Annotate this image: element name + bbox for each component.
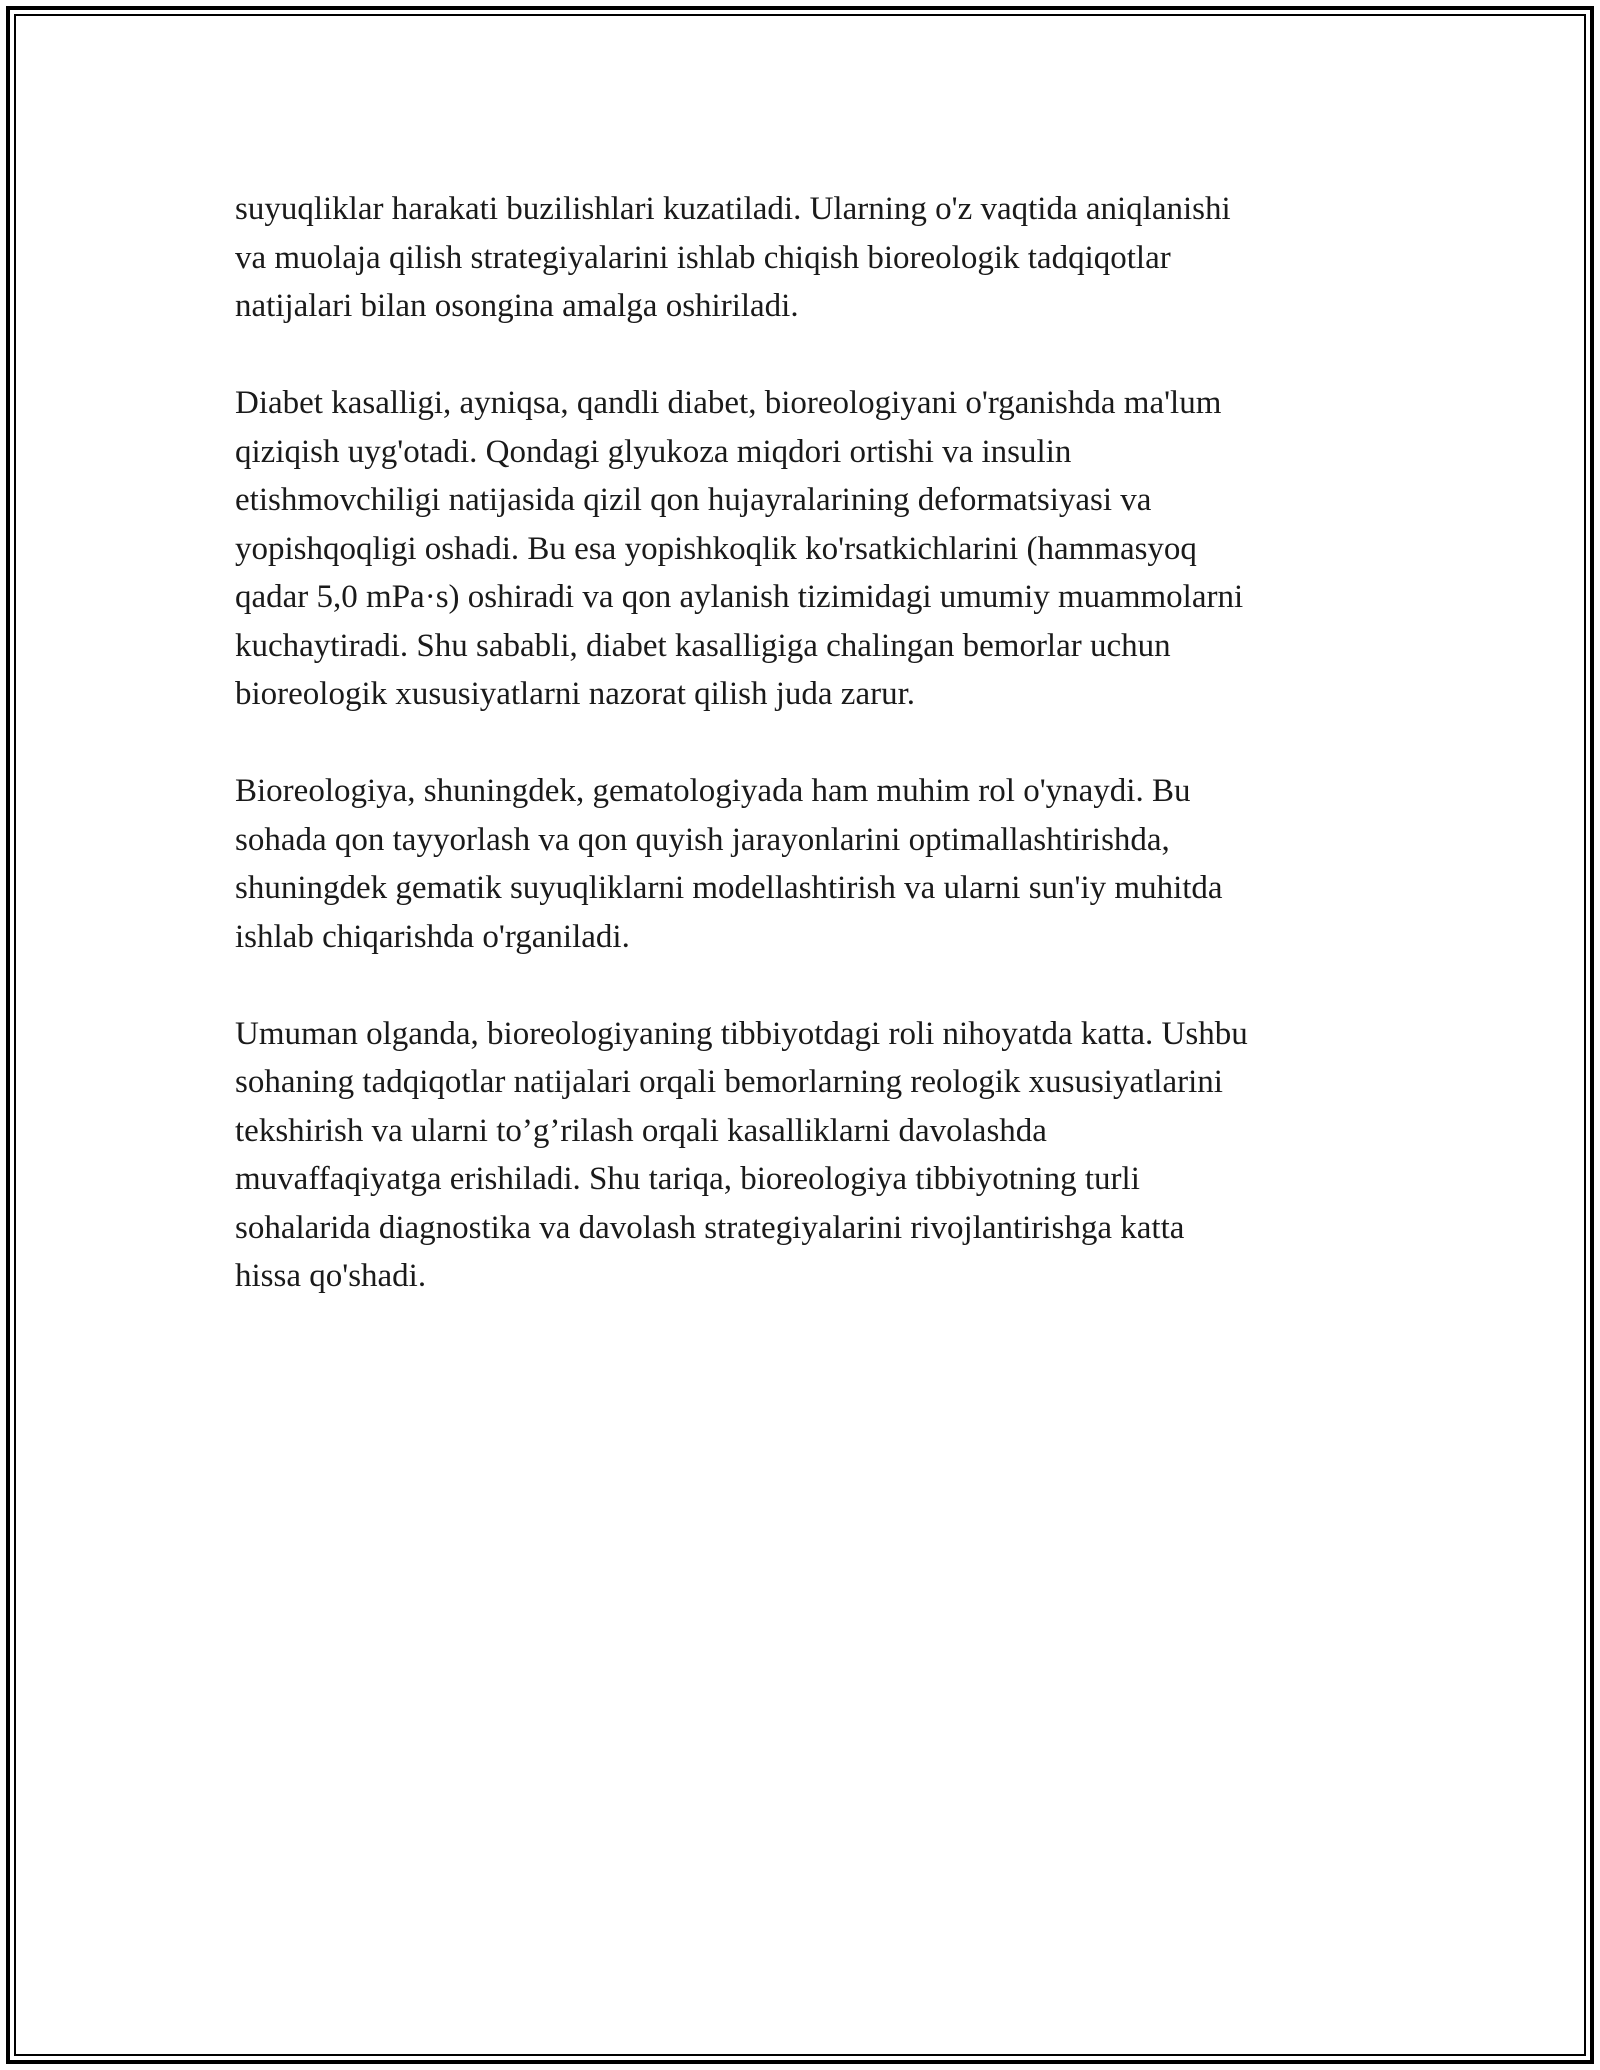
paragraph-2: Diabet kasalligi, ayniqsa, qandli diabet, bioreologiyani o'rganishda ma'lum qiziqish uyg'otadi. Qondagi glyukoza miqdori ortishi va insulin etishmovchiligi natijasida qizil qon hujayralarining deformatsiyasi va yopishqoqligi oshadi. Bu esa yopishkoqlik ko'rsatkichlarini (hammasyoq qadar 5,0 mPa·s) oshiradi va qon aylanish tizimidagi umumiy muammolarni kuchaytiradi. Shu sababli, diabet kasalligiga chalingan bemorlar uchun bioreologik xususiyatlarni nazorat qilish juda zarur. — [235, 385, 1244, 712]
paragraph-1: suyuqliklar harakati buzilishlari kuzatiladi. Ularning o'z vaqtida aniqlanishi va muolaja qilish strategiyalarini ishlab chiqish bioreologik tadqiqotlar natijalari bilan osongina amalga oshiriladi. — [235, 191, 1231, 324]
paragraph-4: Umuman olganda, bioreologiyaning tibbiyotdagi roli nihoyatda katta. Ushbu sohaning tadqiqotlar natijalari orqali bemorlarning reologik xususiyatlarini tekshirish va ularni to’g’rilash orqali kasalliklarni davolashda muvaffaqiyatga erishiladi. Shu tariqa, bioreologiya tibbiyotning turli sohalarida diagnostika va davolash strategiyalarini rivojlantirishga katta hissa qo'shadi. — [235, 1015, 1248, 1294]
document-body — [235, 185, 1375, 1349]
paragraph-3: Bioreologiya, shuningdek, gematologiyada ham muhim rol o'ynaydi. Bu sohada qon tayyorlash va qon quyish jarayonlarini optimallashtirishda, shuningdek gematik suyuqliklarni modellashtirish va ularni sun'iy muhitda ishlab chiqarishda o'rganiladi. — [235, 773, 1223, 955]
